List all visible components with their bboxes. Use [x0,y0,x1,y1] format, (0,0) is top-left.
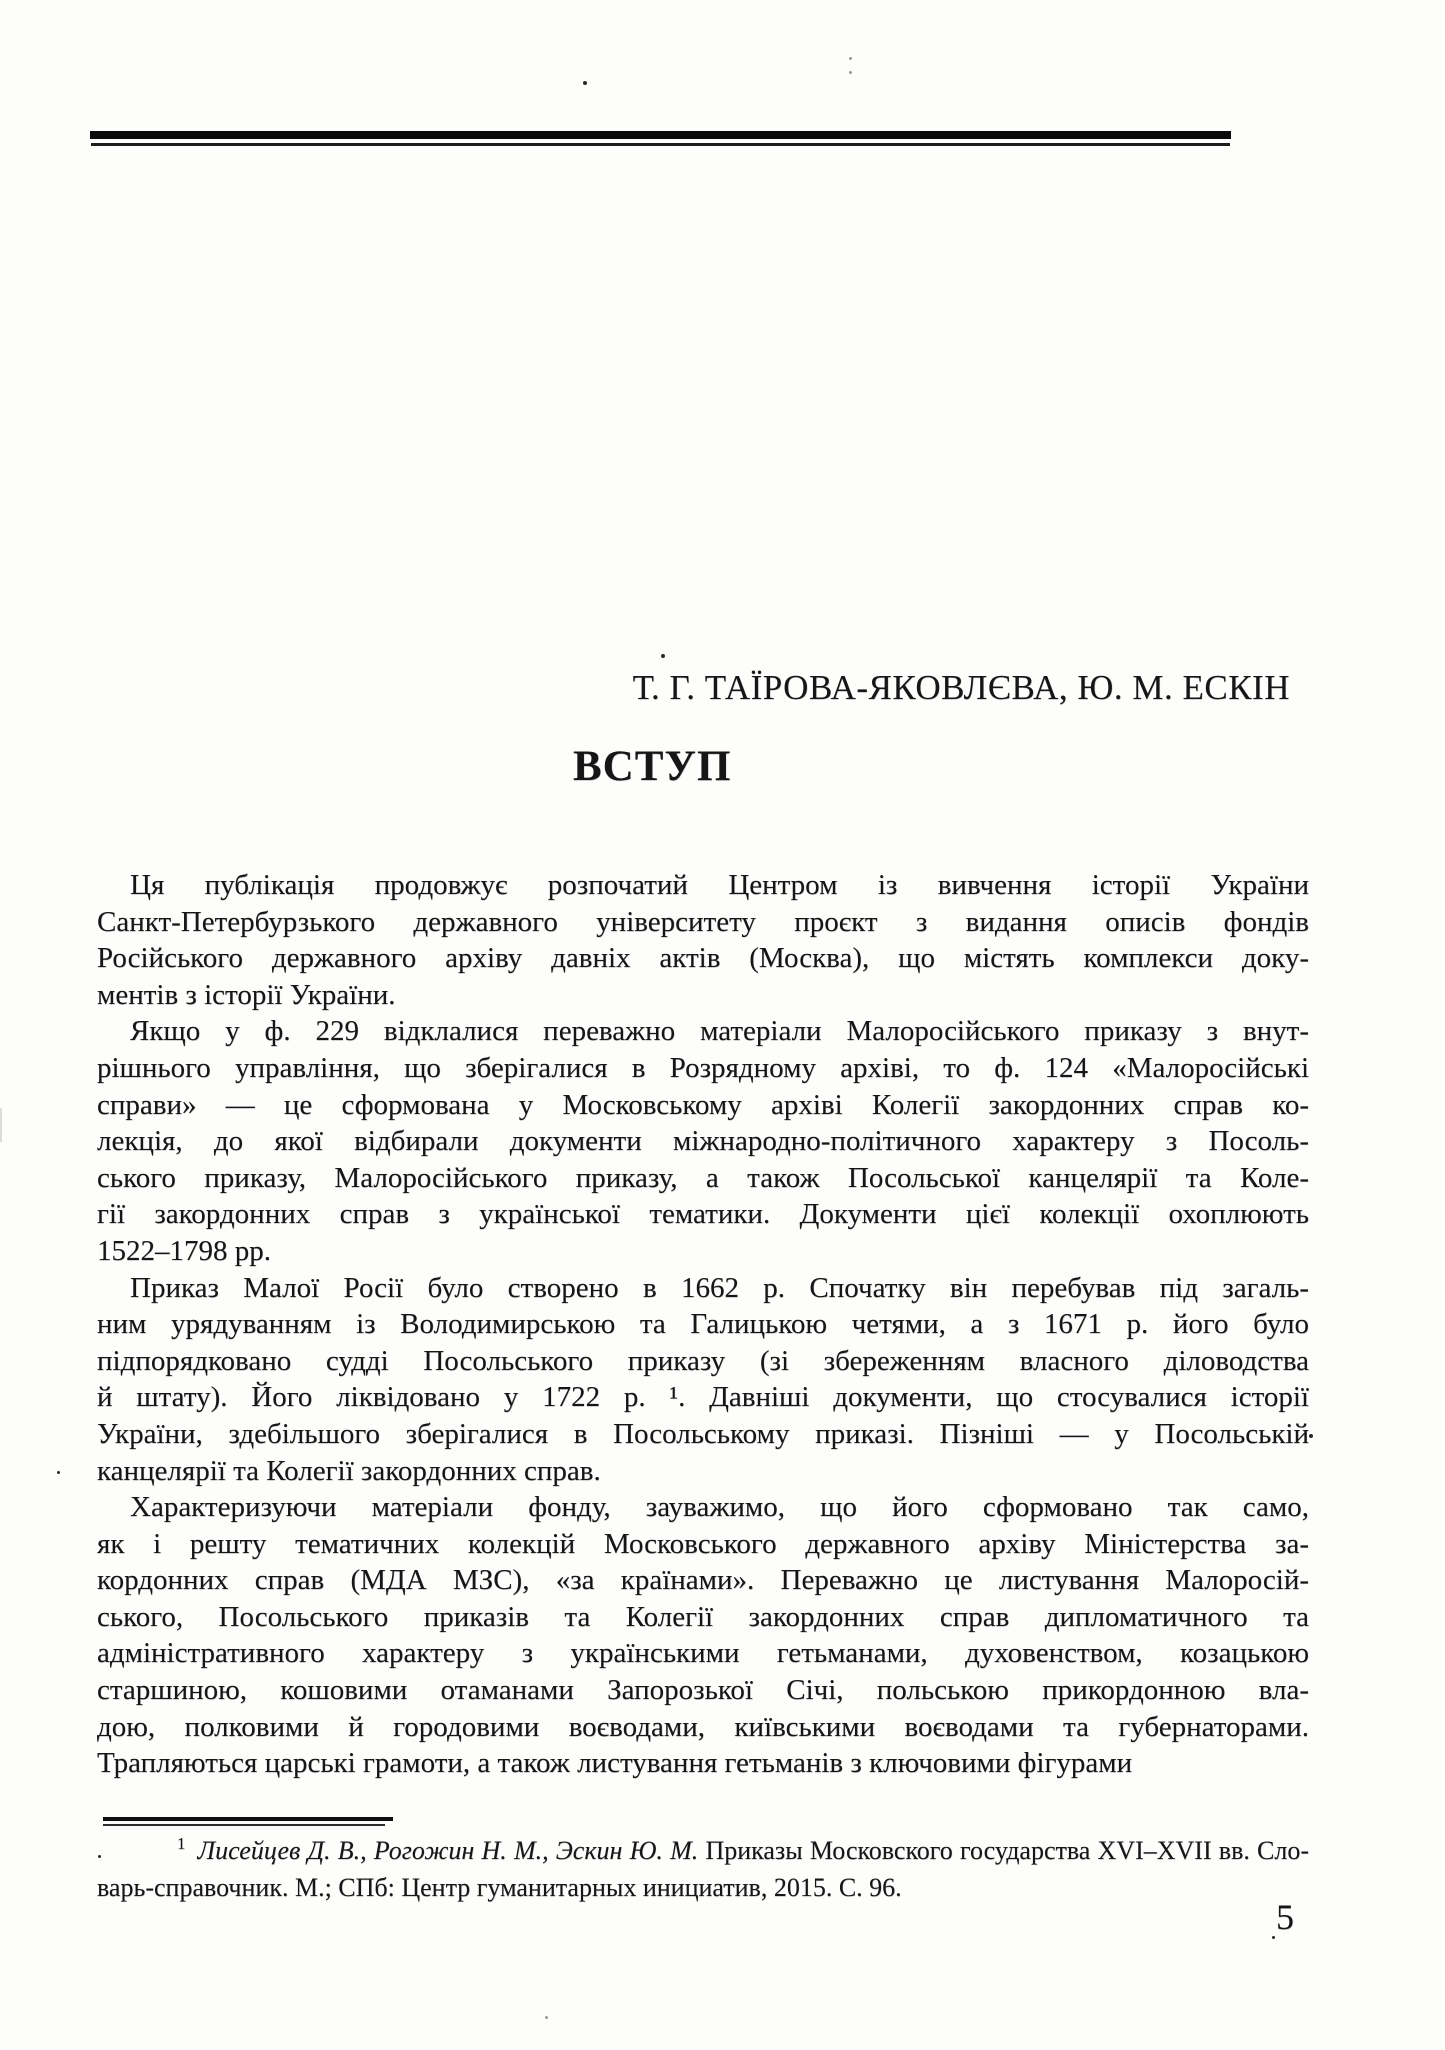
text-line: як і решту тематичних колекцій Московського державного архіву Міністерства за- [97,1527,1309,1560]
scan-speck [1309,1434,1313,1438]
text-line: рішнього управління, що зберігалися в Розрядному архіві, то ф. 124 «Малоросійські [97,1051,1309,1084]
scan-speck [661,654,665,658]
scan-speck [98,1855,101,1858]
text-line: України, здебільшого зберігалися в Посольському приказі. Пізніші — у Посольській [97,1417,1309,1450]
text-line: гії закордонних справ з української тематики. Документи цієї колекції охоплюють [97,1198,1309,1231]
text-line: Санкт-Петербурзького державного університету проєкт з видання описів фондів [97,905,1309,938]
text-line: лекція, до якої відбирали документи міжнародно-політичного характеру з Посоль- [97,1125,1309,1158]
footnote-text: Приказы Московского государства XVI–XVII вв. Сло- [705,1836,1309,1865]
footnote [97,1832,1309,1906]
text-line: Російського державного архіву давніх актів (Москва), що містять комплекси доку- [97,942,1309,975]
text-line: дою, полковими й городовими воєводами, київськими воєводами та губернаторами. [97,1710,1309,1743]
text-line: Приказ Малої Росії було створено в 1662 р. Спочатку він перебував під загаль- [130,1271,1309,1304]
text-line: канцелярії та Колегії закордонних справ. [97,1454,601,1487]
page-number: 5 [1276,1897,1294,1937]
text-line: ського приказу, Малоросійського приказу, а також Посольської канцелярії та Коле- [97,1161,1309,1194]
scan-speck [849,71,852,74]
scan-speck [1272,1936,1275,1939]
footnote-authors: Лисейцев Д. В., Рогожин Н. М., Эскин Ю. М. [197,1836,699,1865]
top-rule-thick [90,131,1231,139]
scan-speck [57,1471,60,1474]
text-line: адміністративного характеру з українськими гетьманами, духовенством, козацькою [97,1637,1309,1670]
footnote-line [97,1832,1309,1869]
text-line: й штату). Його ліквідовано у 1722 р. ¹. Давніші документи, що стосувалися історії [97,1381,1309,1414]
scan-speck [545,2016,548,2019]
scan-speck [583,81,587,85]
footnote-rule-ghost [103,1824,385,1826]
footnote-line: варь-справочник. М.; СПб: Центр гуманитарных инициатив, 2015. С. 96. [97,1873,902,1902]
text-line: старшиною, кошовими отаманами Запорозької Січі, польською прикордонною вла- [97,1674,1309,1707]
footnote-rule [103,1817,393,1821]
body-text [97,867,1309,1782]
scan-speck [849,57,852,60]
page-title: ВСТУП [573,743,732,790]
text-line: Якщо у ф. 229 відклалися переважно матеріали Малоросійського приказу з внут- [130,1015,1309,1048]
scan-smudge [0,1108,2,1142]
text-line: підпорядковано судді Посольського приказу (зі збереженням власного діловодства [97,1344,1309,1377]
text-line: ним урядуванням із Володимирською та Галицькою четями, а з 1671 р. його було [97,1308,1309,1341]
text-line: Трапляються царські грамоти, а також листування гетьманів з ключовими фігурами [97,1747,1133,1780]
text-line: ментів з історії України. [97,978,396,1011]
footnote-marker: 1 [177,1834,186,1854]
authors-line: Т. Г. ТАЇРОВА-ЯКОВЛЄВА, Ю. М. ЕСКІН [632,668,1290,707]
text-line: 1522–1798 рр. [97,1234,271,1267]
text-line: ського, Посольського приказів та Колегії закордонних справ дипломатичного та [97,1600,1309,1633]
text-line: Ця публікація продовжує розпочатий Центром із вивчення історії України [130,869,1309,901]
text-line: Характеризуючи матеріали фонду, зауважимо, що його сформовано так само, [130,1491,1309,1524]
text-line: кордонних справ (МДА МЗС), «за країнами». Переважно це листування Малоросій- [97,1564,1309,1597]
top-rule-thin [91,143,1230,146]
text-line: справи» — це сформована у Московському архіві Колегії закордонних справ ко- [97,1088,1309,1121]
